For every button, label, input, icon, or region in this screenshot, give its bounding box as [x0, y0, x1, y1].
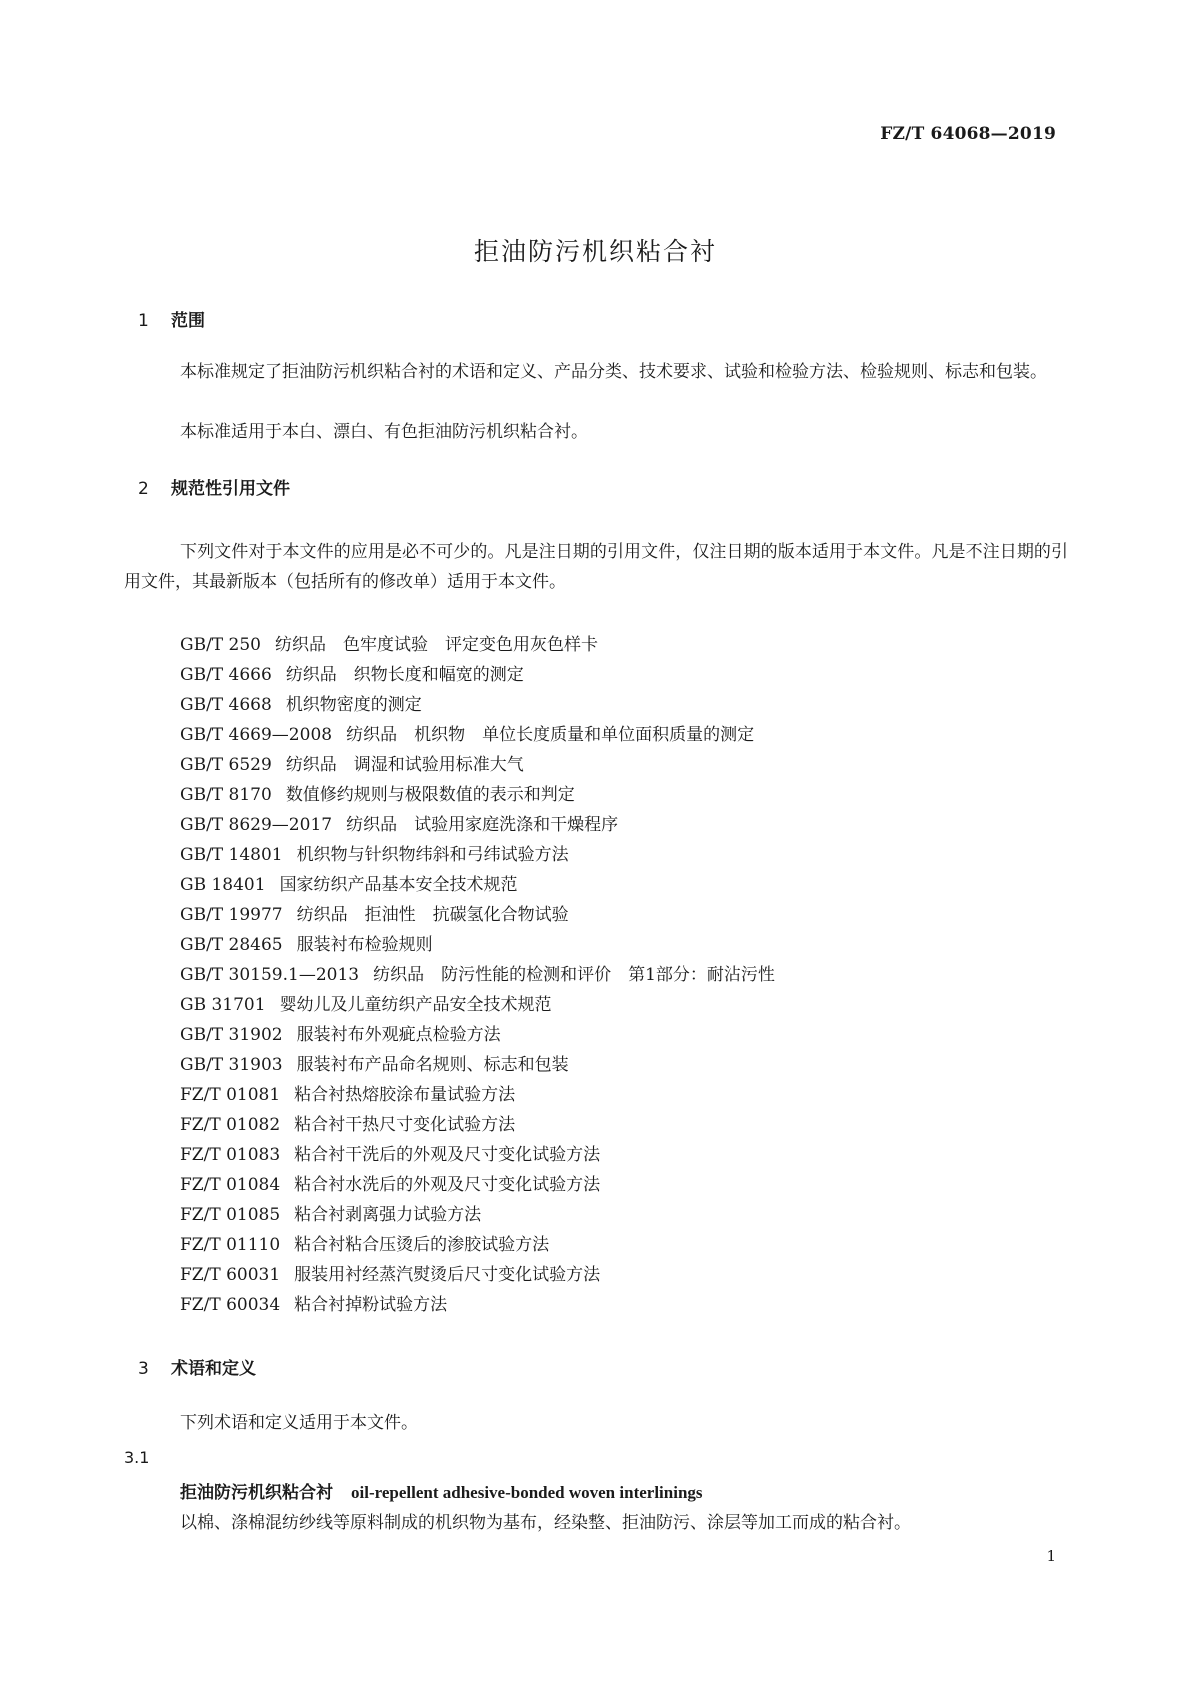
reference-item	[180, 1200, 775, 1230]
reference-item	[180, 810, 775, 840]
reference-code: FZ/T 01082	[180, 1115, 281, 1135]
reference-title: 服装衬布外观疵点检验方法	[296, 1025, 501, 1045]
reference-item	[180, 1140, 775, 1170]
reference-title: 粘合衬粘合压烫后的渗胶试验方法	[294, 1235, 550, 1255]
reference-title: 纺织品 防污性能的检测和评价 第1部分：耐沾污性	[373, 965, 775, 985]
reference-title: 数值修约规则与极限数值的表示和判定	[285, 785, 575, 805]
reference-code: GB/T 4668	[180, 695, 272, 715]
section-2-title: 规范性引用文件	[171, 479, 290, 499]
reference-item	[180, 900, 775, 930]
reference-item	[180, 930, 775, 960]
reference-code: FZ/T 01085	[180, 1205, 281, 1225]
reference-item	[180, 630, 775, 660]
reference-title: 粘合衬热熔胶涂布量试验方法	[294, 1085, 516, 1105]
term-chinese: 拒油防污机织粘合衬	[180, 1483, 333, 1503]
reference-code: GB 18401	[180, 875, 266, 895]
section-3-number: 3	[138, 1359, 149, 1379]
reference-title: 服装用衬经蒸汽熨烫后尺寸变化试验方法	[294, 1265, 601, 1285]
reference-code: GB/T 6529	[180, 755, 272, 775]
reference-title: 纺织品 色牢度试验 评定变色用灰色样卡	[275, 635, 598, 655]
reference-item	[180, 1110, 775, 1140]
reference-item	[180, 840, 775, 870]
reference-code: GB/T 4669—2008	[180, 725, 333, 745]
document-title: 拒油防污机织粘合衬	[473, 237, 717, 266]
reference-code: GB/T 8170	[180, 785, 272, 805]
reference-item	[180, 1080, 775, 1110]
section-1-title: 范围	[171, 311, 205, 331]
reference-item	[180, 720, 775, 750]
reference-item	[180, 1290, 775, 1320]
reference-code: FZ/T 01081	[180, 1085, 281, 1105]
standard-code: FZ/T 64068—2019	[880, 124, 1056, 144]
reference-code: GB/T 19977	[180, 905, 283, 925]
section-1-heading	[138, 310, 205, 332]
reference-code: GB/T 31902	[180, 1025, 283, 1045]
page-number: 1	[1046, 1547, 1056, 1565]
reference-title: 粘合衬干洗后的外观及尺寸变化试验方法	[294, 1145, 601, 1165]
reference-item	[180, 870, 775, 900]
reference-item	[180, 960, 775, 990]
reference-code: GB/T 14801	[180, 845, 283, 865]
section-3-heading	[138, 1358, 256, 1380]
reference-code: GB/T 28465	[180, 935, 283, 955]
clause-number: 3.1	[124, 1448, 150, 1467]
section-3-title: 术语和定义	[171, 1359, 256, 1379]
reference-code: FZ/T 60034	[180, 1295, 281, 1315]
reference-code: FZ/T 01083	[180, 1145, 281, 1165]
reference-item	[180, 1020, 775, 1050]
reference-code: GB/T 30159.1—2013	[180, 965, 360, 985]
reference-code: GB/T 8629—2017	[180, 815, 333, 835]
section-2-number: 2	[138, 479, 149, 499]
reference-title: 国家纺织产品基本安全技术规范	[279, 875, 518, 895]
section-1-number: 1	[138, 311, 149, 331]
reference-item	[180, 1050, 775, 1080]
reference-code: FZ/T 01084	[180, 1175, 281, 1195]
term-definition: 以棉、涤棉混纺纱线等原料制成的机织物为基布，经染整、拒油防污、涂层等加工而成的粘合衬。	[180, 1513, 911, 1533]
reference-title: 婴幼儿及儿童纺织产品安全技术规范	[279, 995, 552, 1015]
reference-item	[180, 1230, 775, 1260]
reference-title: 粘合衬掉粉试验方法	[294, 1295, 448, 1315]
section-1-paragraph: 本标准规定了拒油防污机织粘合衬的术语和定义、产品分类、技术要求、试验和检验方法、检验规则、标志和包装。	[180, 362, 1047, 382]
normative-references-list	[180, 630, 775, 1320]
reference-title: 服装衬布检验规则	[296, 935, 433, 955]
reference-title: 纺织品 试验用家庭洗涤和干燥程序	[346, 815, 619, 835]
reference-code: FZ/T 01110	[180, 1235, 281, 1255]
term-english: oil-repellent adhesive-bonded woven interlinings	[351, 1483, 703, 1502]
reference-title: 机织物密度的测定	[285, 695, 422, 715]
reference-code: GB/T 4666	[180, 665, 272, 685]
term-heading	[180, 1480, 703, 1506]
reference-item	[180, 1260, 775, 1290]
reference-item	[180, 990, 775, 1020]
reference-title: 纺织品 调湿和试验用标准大气	[285, 755, 524, 775]
reference-item	[180, 780, 775, 810]
reference-code: GB 31701	[180, 995, 266, 1015]
reference-title: 服装衬布产品命名规则、标志和包装	[296, 1055, 569, 1075]
reference-code: GB/T 250	[180, 635, 261, 655]
reference-title: 纺织品 织物长度和幅宽的测定	[285, 665, 524, 685]
reference-item	[180, 690, 775, 720]
reference-item	[180, 750, 775, 780]
reference-code: GB/T 31903	[180, 1055, 283, 1075]
section-1-paragraph: 本标准适用于本白、漂白、有色拒油防污机织粘合衬。	[180, 422, 588, 442]
reference-code: FZ/T 60031	[180, 1265, 281, 1285]
section-3-intro: 下列术语和定义适用于本文件。	[180, 1413, 418, 1433]
reference-title: 纺织品 机织物 单位长度质量和单位面积质量的测定	[346, 725, 755, 745]
reference-title: 粘合衬干热尺寸变化试验方法	[294, 1115, 516, 1135]
reference-title: 粘合衬剥离强力试验方法	[294, 1205, 482, 1225]
reference-item	[180, 1170, 775, 1200]
reference-title: 纺织品 拒油性 抗碳氢化合物试验	[296, 905, 569, 925]
reference-item	[180, 660, 775, 690]
reference-title: 粘合衬水洗后的外观及尺寸变化试验方法	[294, 1175, 601, 1195]
section-2-intro: 下列文件对于本文件的应用是必不可少的。凡是注日期的引用文件，仅注日期的版本适用于本文件。凡是不注日期的引用文件，其最新版本（包括所有的修改单）适用于本文件。	[124, 542, 1068, 592]
reference-title: 机织物与针织物纬斜和弓纬试验方法	[296, 845, 569, 865]
section-2-heading	[138, 478, 290, 500]
